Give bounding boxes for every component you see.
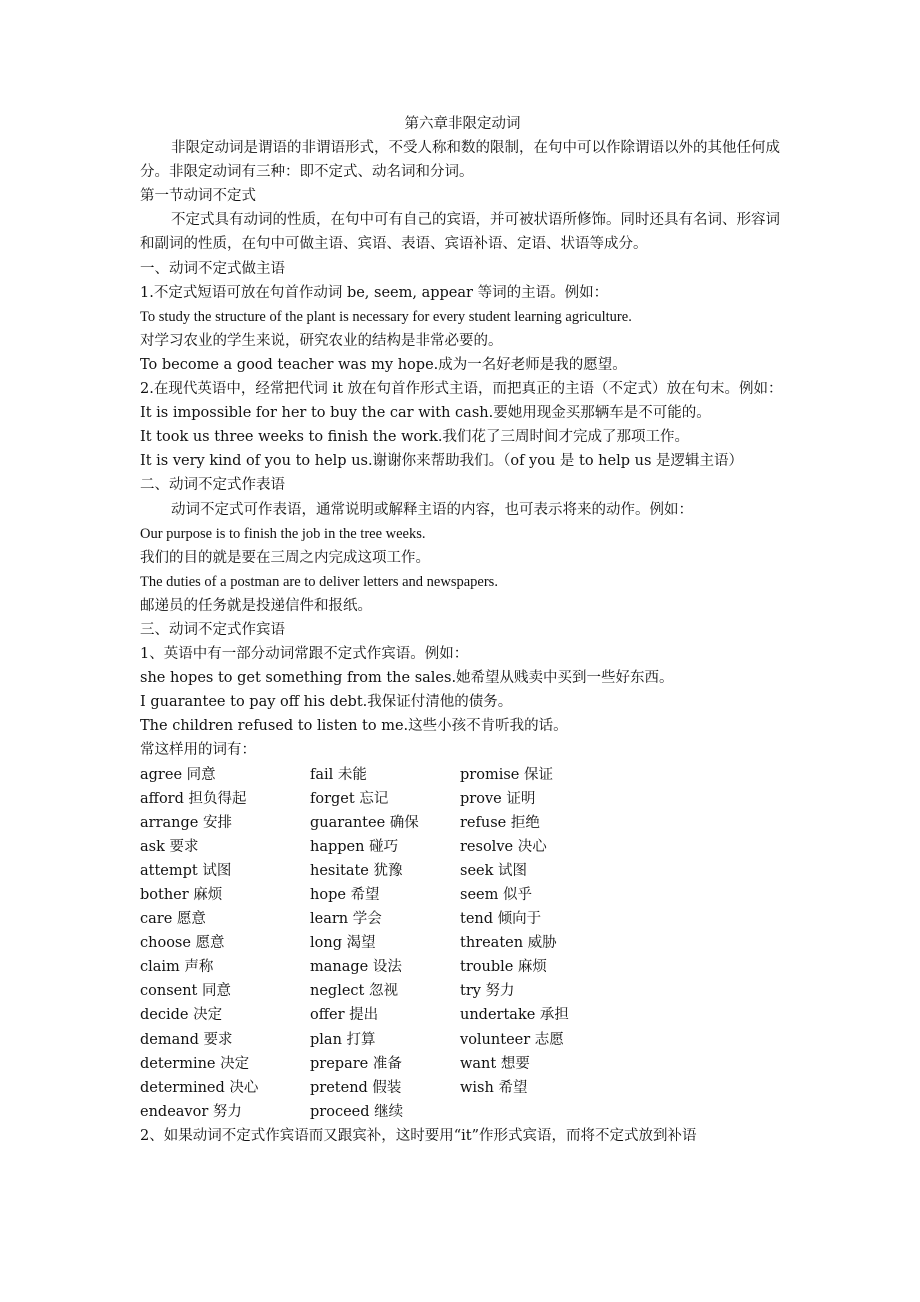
word-entry: prepare 准备 [310, 1055, 402, 1072]
word-row [140, 1052, 785, 1076]
page-title: 第六章非限定动词 [404, 116, 521, 132]
word-entry: attempt 试图 [140, 862, 232, 879]
word-entry: determined 决心 [140, 1079, 259, 1096]
intro-paragraph: 非限定动词是谓语的非谓语形式，不受人称和数的限制，在句中可以作除谓语以外的其他任何成分。非限定动词有三种：即不定式、动名词和分词。 [140, 140, 780, 181]
example-translation: 对学习农业的学生来说，研究农业的结构是非常必要的。 [140, 332, 503, 349]
word-entry: trouble 麻烦 [460, 959, 547, 976]
word-row [140, 787, 785, 811]
part2-description: 动词不定式可作表语，通常说明或解释主语的内容，也可表示将来的动作。例如： [171, 501, 693, 518]
word-entry: hope 希望 [310, 887, 380, 903]
word-entry: learn 学会 [310, 911, 382, 928]
word-entry: decide 决定 [140, 1007, 223, 1024]
word-entry: happen 碰巧 [310, 838, 399, 855]
word-entry: forget 忘记 [310, 790, 389, 807]
word-entry: promise 保证 [460, 766, 553, 783]
word-row [140, 907, 785, 931]
word-entry: fail 未能 [310, 766, 367, 783]
example-sentence: To study the structure of the plant is necessary for every student learning agriculture. [140, 308, 632, 325]
section-heading: 第一节动词不定式 [140, 188, 256, 205]
part1-point1: 1.不定式短语可放在句首作动词 be, seem, appear 等词的主语。例如： [140, 284, 609, 301]
document-page [140, 112, 785, 1148]
word-entry: endeavor 努力 [140, 1103, 242, 1120]
word-entry: threaten 威胁 [460, 935, 557, 952]
word-entry: care 愿意 [140, 911, 206, 928]
word-row [140, 931, 785, 955]
part1-point2: 2.在现代英语中，经常把代词 it 放在句首作形式主语，而把真正的主语（不定式）放在句末。例如： [140, 381, 783, 398]
verb-word-list [140, 763, 785, 1124]
word-entry: afford 担负得起 [140, 790, 247, 807]
word-entry: proceed 继续 [310, 1103, 404, 1120]
word-entry [460, 1100, 640, 1124]
word-entry: volunteer 志愿 [460, 1031, 564, 1048]
word-row [140, 1028, 785, 1052]
example-sentence: Our purpose is to finish the job in the tree weeks. [140, 525, 426, 542]
example-sentence: To become a good teacher was my hope.成为一名好老师是我的愿望。 [140, 356, 627, 373]
example-translation: 我们的目的就是要在三周之内完成这项工作。 [140, 549, 430, 566]
example-sentence: I guarantee to pay off his debt.我保证付清他的债务。 [140, 694, 513, 711]
example-sentence: The children refused to listen to me.这些小孩不肯听我的话。 [140, 718, 568, 735]
word-entry: wish 希望 [460, 1079, 528, 1096]
word-row [140, 883, 785, 907]
word-entry: hesitate 犹豫 [310, 862, 403, 879]
word-row [140, 835, 785, 859]
word-row [140, 979, 785, 1003]
word-entry: ask 要求 [140, 838, 199, 855]
word-row [140, 1003, 785, 1027]
word-entry: try 努力 [460, 983, 515, 1000]
word-row [140, 811, 785, 835]
word-entry: resolve 决心 [460, 838, 547, 855]
word-entry: determine 决定 [140, 1055, 250, 1072]
word-entry: choose 愿意 [140, 935, 225, 952]
example-sentence: The duties of a postman are to deliver letters and newspapers. [140, 573, 498, 590]
word-entry: claim 声称 [140, 959, 214, 976]
word-row [140, 955, 785, 979]
part2-heading: 二、动词不定式作表语 [140, 477, 285, 494]
word-entry: want 想要 [460, 1055, 530, 1072]
example-sentence: It took us three weeks to finish the work.我们花了三周时间才完成了那项工作。 [140, 429, 690, 446]
section-description: 不定式具有动词的性质，在句中可有自己的宾语，并可被状语所修饰。同时还具有名词、形容词和副词的性质，在句中可做主语、宾语、表语、宾语补语、定语、状语等成分。 [140, 212, 780, 253]
word-entry: pretend 假装 [310, 1079, 402, 1096]
word-entry: plan 打算 [310, 1031, 376, 1048]
word-entry: neglect 忽视 [310, 983, 398, 1000]
word-list-heading: 常这样用的词有： [140, 742, 256, 759]
word-entry: agree 同意 [140, 766, 216, 783]
word-entry: arrange 安排 [140, 814, 232, 831]
word-entry: prove 证明 [460, 790, 536, 807]
word-entry: undertake 承担 [460, 1007, 569, 1024]
part3-point1: 1、英语中有一部分动词常跟不定式作宾语。例如： [140, 646, 469, 663]
word-entry: refuse 拒绝 [460, 814, 540, 831]
part1-heading: 一、动词不定式做主语 [140, 260, 285, 277]
word-entry: offer 提出 [310, 1007, 379, 1024]
example-sentence: It is impossible for her to buy the car with cash.要她用现金买那辆车是不可能的。 [140, 405, 711, 422]
word-entry: seem 似乎 [460, 887, 532, 903]
part3-heading: 三、动词不定式作宾语 [140, 621, 285, 638]
part3-point2: 2、如果动词不定式作宾语而又跟宾补，这时要用“it”作形式宾语，而将不定式放到补语 [140, 1127, 697, 1144]
word-entry: consent 同意 [140, 983, 231, 1000]
example-sentence: she hopes to get something from the sales.她希望从贱卖中买到一些好东西。 [140, 670, 674, 687]
word-row [140, 763, 785, 787]
word-row [140, 1100, 785, 1124]
word-entry: long 渴望 [310, 935, 376, 952]
example-sentence: It is very kind of you to help us.谢谢你来帮助我们。（of you 是 to help us 是逻辑主语） [140, 453, 744, 470]
word-entry: guarantee 确保 [310, 814, 419, 831]
example-translation: 邮递员的任务就是投递信件和报纸。 [140, 597, 372, 614]
word-entry: seek 试图 [460, 862, 527, 879]
word-row [140, 859, 785, 883]
word-entry: tend 倾向于 [460, 911, 542, 928]
word-row [140, 1076, 785, 1100]
word-entry: bother 麻烦 [140, 887, 223, 903]
word-entry: demand 要求 [140, 1031, 233, 1048]
word-entry: manage 设法 [310, 959, 402, 976]
